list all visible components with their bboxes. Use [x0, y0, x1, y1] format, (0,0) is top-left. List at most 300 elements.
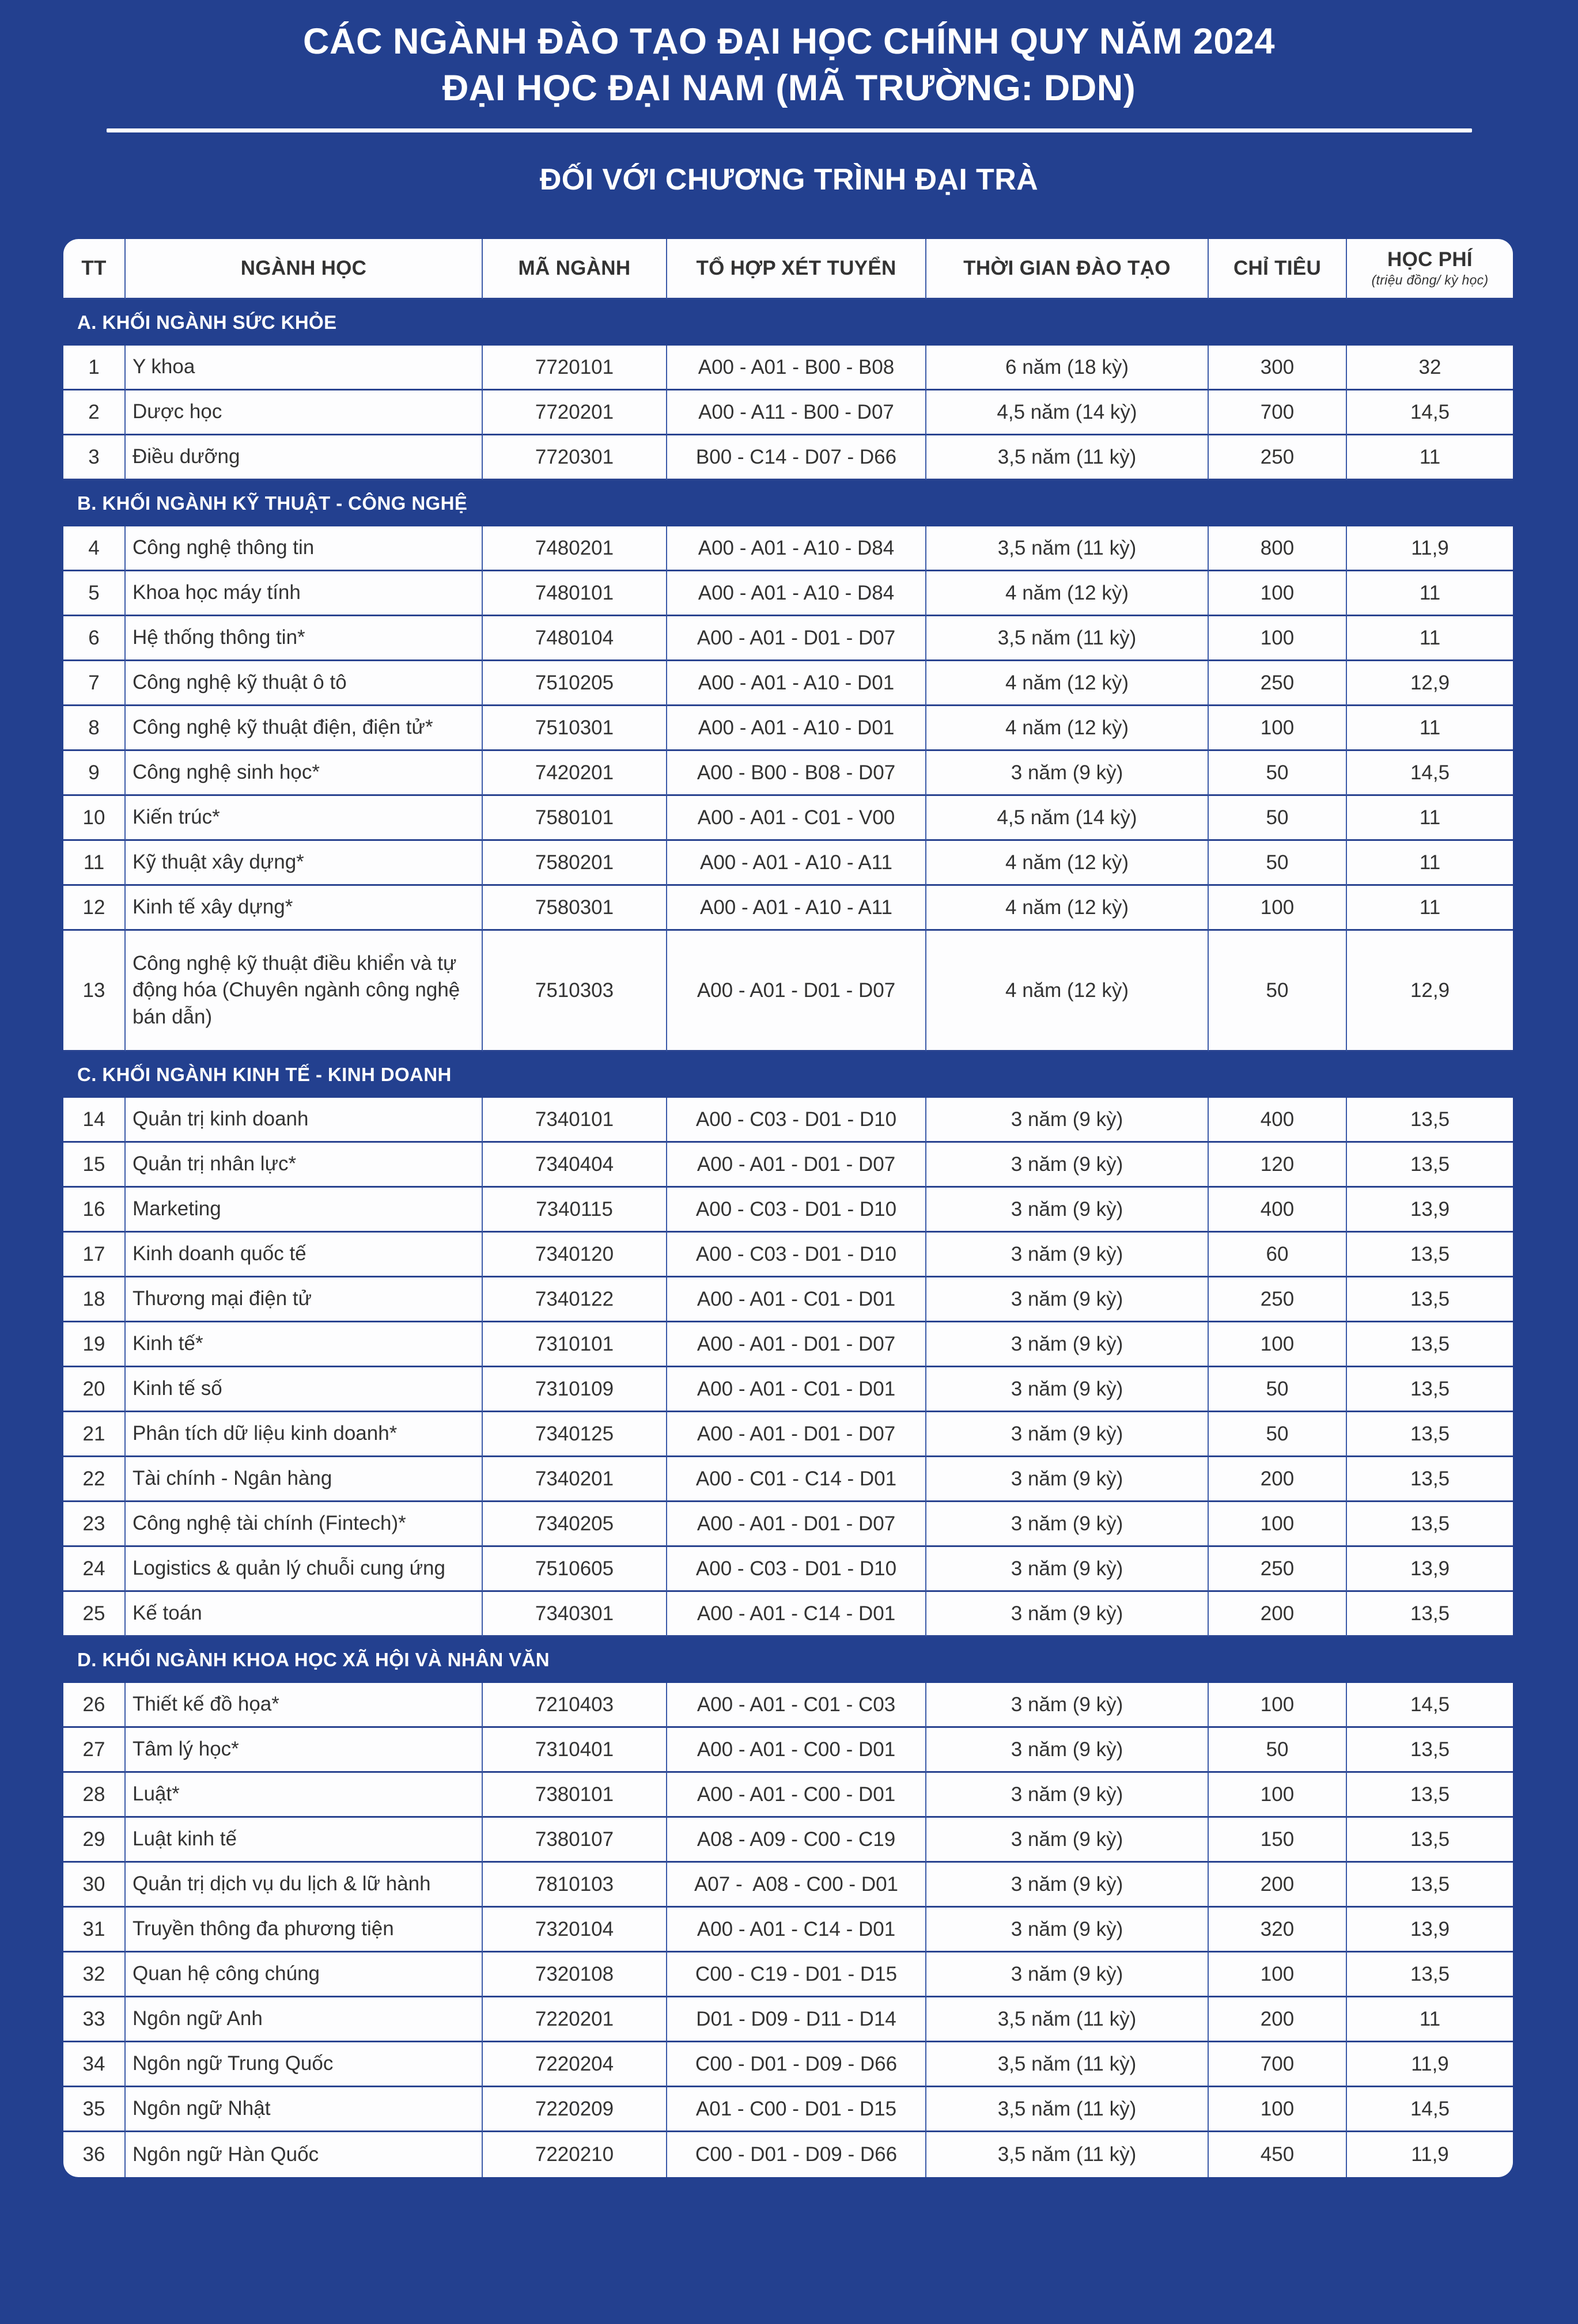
cell-duration: 3,5 năm (11 kỳ)	[926, 2087, 1209, 2132]
column-header-tt: TT	[63, 239, 126, 299]
table-row	[63, 1953, 1513, 1997]
cell-index: 14	[63, 1098, 126, 1143]
cell-program-name: Logistics & quản lý chuỗi cung ứng	[126, 1547, 483, 1592]
table-row	[63, 1592, 1513, 1637]
cell-index: 30	[63, 1863, 126, 1908]
table-body	[63, 299, 1513, 2177]
cell-admission-combination: A00 - C03 - D01 - D10	[667, 1188, 926, 1233]
cell-program-name: Dược học	[126, 391, 483, 435]
cell-program-name: Kiến trúc*	[126, 796, 483, 841]
cell-admission-combination: A00 - A01 - D01 - D07	[667, 1502, 926, 1547]
cell-program-code: 7340120	[483, 1233, 667, 1277]
cell-duration: 3 năm (9 kỳ)	[926, 1547, 1209, 1592]
cell-quota: 320	[1209, 1908, 1347, 1953]
table-row	[63, 1863, 1513, 1908]
programs-table-wrapper	[63, 239, 1513, 2177]
table-row	[63, 526, 1513, 571]
section-header-row-a	[63, 299, 1513, 346]
cell-program-name: Công nghệ tài chính (Fintech)*	[126, 1502, 483, 1547]
cell-admission-combination: A00 - A01 - A10 - D84	[667, 526, 926, 571]
cell-quota: 50	[1209, 1728, 1347, 1773]
cell-program-name: Thương mại điện tử	[126, 1277, 483, 1322]
cell-duration: 3,5 năm (11 kỳ)	[926, 1997, 1209, 2042]
cell-duration: 3 năm (9 kỳ)	[926, 1863, 1209, 1908]
cell-tuition-fee: 13,5	[1347, 1277, 1513, 1322]
cell-program-name: Ngôn ngữ Trung Quốc	[126, 2042, 483, 2087]
cell-index: 2	[63, 391, 126, 435]
cell-program-code: 7720201	[483, 391, 667, 435]
column-header-quota: CHỈ TIÊU	[1209, 239, 1347, 299]
cell-program-code: 7310101	[483, 1322, 667, 1367]
cell-tuition-fee: 11,9	[1347, 2132, 1513, 2177]
cell-duration: 3 năm (9 kỳ)	[926, 1322, 1209, 1367]
cell-admission-combination: C00 - D01 - D09 - D66	[667, 2132, 926, 2177]
cell-tuition-fee: 11	[1347, 796, 1513, 841]
cell-index: 26	[63, 1683, 126, 1728]
cell-program-code: 7220210	[483, 2132, 667, 2177]
table-row	[63, 616, 1513, 661]
column-header-fee	[1347, 239, 1513, 299]
cell-admission-combination: A00 - A01 - C01 - D01	[667, 1367, 926, 1412]
cell-duration: 3,5 năm (11 kỳ)	[926, 435, 1209, 480]
cell-quota: 800	[1209, 526, 1347, 571]
table-row	[63, 1502, 1513, 1547]
cell-index: 36	[63, 2132, 126, 2177]
cell-quota: 400	[1209, 1188, 1347, 1233]
cell-admission-combination: A00 - B00 - B08 - D07	[667, 751, 926, 796]
cell-admission-combination: A00 - A01 - A10 - A11	[667, 886, 926, 931]
cell-program-name: Ngôn ngữ Anh	[126, 1997, 483, 2042]
cell-admission-combination: A00 - A01 - C01 - C03	[667, 1683, 926, 1728]
cell-duration: 3 năm (9 kỳ)	[926, 1367, 1209, 1412]
section-header-row-b	[63, 480, 1513, 526]
cell-admission-combination: A00 - A01 - C14 - D01	[667, 1908, 926, 1953]
cell-program-code: 7340301	[483, 1592, 667, 1637]
cell-duration: 3 năm (9 kỳ)	[926, 1592, 1209, 1637]
cell-quota: 60	[1209, 1233, 1347, 1277]
cell-program-name: Công nghệ sinh học*	[126, 751, 483, 796]
column-header-code: MÃ NGÀNH	[483, 239, 667, 299]
cell-tuition-fee: 13,5	[1347, 1502, 1513, 1547]
table-row	[63, 346, 1513, 391]
page-title-line-2: ĐẠI HỌC ĐẠI NAM (MÃ TRƯỜNG: DDN)	[442, 67, 1136, 108]
table-row	[63, 1277, 1513, 1322]
table-header	[63, 239, 1513, 299]
cell-program-name: Luật kinh tế	[126, 1818, 483, 1863]
cell-index: 35	[63, 2087, 126, 2132]
cell-tuition-fee: 11	[1347, 841, 1513, 886]
cell-admission-combination: C00 - D01 - D09 - D66	[667, 2042, 926, 2087]
cell-tuition-fee: 13,5	[1347, 1233, 1513, 1277]
cell-quota: 50	[1209, 751, 1347, 796]
cell-program-name: Công nghệ kỹ thuật điều khiển và tự động hóa (Chuyên ngành công nghệ bán dẫn)	[126, 931, 483, 1052]
cell-program-name: Thiết kế đồ họa*	[126, 1683, 483, 1728]
cell-tuition-fee: 14,5	[1347, 751, 1513, 796]
cell-index: 5	[63, 571, 126, 616]
cell-index: 18	[63, 1277, 126, 1322]
cell-quota: 200	[1209, 1457, 1347, 1502]
table-row	[63, 931, 1513, 1052]
cell-tuition-fee: 13,5	[1347, 1322, 1513, 1367]
table-row	[63, 1322, 1513, 1367]
cell-program-code: 7210403	[483, 1683, 667, 1728]
cell-program-code: 7380101	[483, 1773, 667, 1818]
cell-program-code: 7310109	[483, 1367, 667, 1412]
table-row	[63, 1773, 1513, 1818]
cell-index: 3	[63, 435, 126, 480]
cell-program-name: Quản trị kinh doanh	[126, 1098, 483, 1143]
cell-tuition-fee: 13,5	[1347, 1412, 1513, 1457]
cell-quota: 100	[1209, 706, 1347, 751]
cell-duration: 3 năm (9 kỳ)	[926, 1502, 1209, 1547]
cell-duration: 3 năm (9 kỳ)	[926, 1277, 1209, 1322]
cell-admission-combination: A00 - C03 - D01 - D10	[667, 1098, 926, 1143]
section-header-label: C. KHỐI NGÀNH KINH TẾ - KINH DOANH	[63, 1052, 1513, 1098]
cell-tuition-fee: 11	[1347, 706, 1513, 751]
cell-index: 11	[63, 841, 126, 886]
cell-program-name: Công nghệ kỹ thuật ô tô	[126, 661, 483, 706]
cell-program-code: 7340201	[483, 1457, 667, 1502]
cell-program-name: Công nghệ thông tin	[126, 526, 483, 571]
cell-duration: 4,5 năm (14 kỳ)	[926, 796, 1209, 841]
cell-tuition-fee: 13,5	[1347, 1457, 1513, 1502]
cell-program-name: Tài chính - Ngân hàng	[126, 1457, 483, 1502]
cell-quota: 100	[1209, 571, 1347, 616]
section-header-label: D. KHỐI NGÀNH KHOA HỌC XÃ HỘI VÀ NHÂN VĂN	[63, 1637, 1513, 1683]
cell-tuition-fee: 13,5	[1347, 1098, 1513, 1143]
cell-program-code: 7320108	[483, 1953, 667, 1997]
cell-quota: 100	[1209, 1322, 1347, 1367]
cell-program-code: 7510205	[483, 661, 667, 706]
cell-index: 29	[63, 1818, 126, 1863]
cell-quota: 50	[1209, 796, 1347, 841]
cell-tuition-fee: 11,9	[1347, 526, 1513, 571]
cell-index: 22	[63, 1457, 126, 1502]
cell-admission-combination: A00 - C03 - D01 - D10	[667, 1547, 926, 1592]
cell-index: 17	[63, 1233, 126, 1277]
table-row	[63, 1457, 1513, 1502]
table-row	[63, 435, 1513, 480]
cell-tuition-fee: 12,9	[1347, 661, 1513, 706]
cell-duration: 3 năm (9 kỳ)	[926, 1457, 1209, 1502]
cell-quota: 250	[1209, 661, 1347, 706]
cell-tuition-fee: 32	[1347, 346, 1513, 391]
cell-admission-combination: A00 - C01 - C14 - D01	[667, 1457, 926, 1502]
table-row	[63, 2087, 1513, 2132]
cell-program-code: 7720301	[483, 435, 667, 480]
cell-program-name: Kinh tế số	[126, 1367, 483, 1412]
cell-admission-combination: D01 - D09 - D11 - D14	[667, 1997, 926, 2042]
cell-duration: 3 năm (9 kỳ)	[926, 1818, 1209, 1863]
cell-duration: 3 năm (9 kỳ)	[926, 1728, 1209, 1773]
table-row	[63, 841, 1513, 886]
cell-tuition-fee: 11	[1347, 886, 1513, 931]
cell-quota: 200	[1209, 1592, 1347, 1637]
cell-index: 20	[63, 1367, 126, 1412]
table-header-row	[63, 239, 1513, 299]
cell-program-name: Khoa học máy tính	[126, 571, 483, 616]
cell-quota: 100	[1209, 886, 1347, 931]
table-row	[63, 1728, 1513, 1773]
cell-tuition-fee: 14,5	[1347, 2087, 1513, 2132]
cell-admission-combination: A00 - A01 - A10 - A11	[667, 841, 926, 886]
cell-index: 1	[63, 346, 126, 391]
cell-quota: 150	[1209, 1818, 1347, 1863]
table-row	[63, 751, 1513, 796]
column-header-fee-unit: (triệu đồng/ kỳ học)	[1371, 272, 1489, 287]
cell-program-name: Hệ thống thông tin*	[126, 616, 483, 661]
cell-index: 19	[63, 1322, 126, 1367]
cell-duration: 4 năm (12 kỳ)	[926, 886, 1209, 931]
table-row	[63, 1412, 1513, 1457]
cell-quota: 250	[1209, 1277, 1347, 1322]
table-row	[63, 1098, 1513, 1143]
cell-index: 24	[63, 1547, 126, 1592]
cell-program-code: 7340115	[483, 1188, 667, 1233]
column-header-combination: TỔ HỢP XÉT TUYỂN	[667, 239, 926, 299]
table-row	[63, 796, 1513, 841]
cell-quota: 450	[1209, 2132, 1347, 2177]
column-header-fee-title: HỌC PHÍ	[1387, 248, 1473, 271]
cell-admission-combination: A00 - A01 - C14 - D01	[667, 1592, 926, 1637]
cell-tuition-fee: 13,5	[1347, 1143, 1513, 1188]
cell-quota: 200	[1209, 1863, 1347, 1908]
cell-tuition-fee: 13,5	[1347, 1592, 1513, 1637]
cell-admission-combination: A01 - C00 - D01 - D15	[667, 2087, 926, 2132]
table-row	[63, 886, 1513, 931]
cell-tuition-fee: 13,5	[1347, 1863, 1513, 1908]
cell-duration: 3 năm (9 kỳ)	[926, 1953, 1209, 1997]
cell-index: 27	[63, 1728, 126, 1773]
cell-index: 28	[63, 1773, 126, 1818]
cell-quota: 100	[1209, 1773, 1347, 1818]
cell-program-name: Ngôn ngữ Nhật	[126, 2087, 483, 2132]
poster-header	[0, 0, 1578, 197]
cell-admission-combination: A00 - A01 - D01 - D07	[667, 1412, 926, 1457]
cell-index: 15	[63, 1143, 126, 1188]
cell-program-code: 7340125	[483, 1412, 667, 1457]
programs-table	[63, 239, 1513, 2177]
cell-index: 31	[63, 1908, 126, 1953]
cell-program-code: 7220209	[483, 2087, 667, 2132]
cell-duration: 3 năm (9 kỳ)	[926, 1098, 1209, 1143]
cell-duration: 4,5 năm (14 kỳ)	[926, 391, 1209, 435]
column-header-name: NGÀNH HỌC	[126, 239, 483, 299]
cell-quota: 50	[1209, 841, 1347, 886]
cell-quota: 100	[1209, 1502, 1347, 1547]
cell-program-name: Luật*	[126, 1773, 483, 1818]
table-row	[63, 2042, 1513, 2087]
cell-program-code: 7480104	[483, 616, 667, 661]
cell-program-name: Kế toán	[126, 1592, 483, 1637]
cell-tuition-fee: 13,9	[1347, 1547, 1513, 1592]
cell-duration: 3 năm (9 kỳ)	[926, 1908, 1209, 1953]
cell-program-code: 7510605	[483, 1547, 667, 1592]
cell-index: 9	[63, 751, 126, 796]
cell-program-name: Marketing	[126, 1188, 483, 1233]
cell-program-code: 7340122	[483, 1277, 667, 1322]
cell-tuition-fee: 12,9	[1347, 931, 1513, 1052]
cell-quota: 100	[1209, 616, 1347, 661]
table-row	[63, 1367, 1513, 1412]
cell-admission-combination: A00 - A01 - D01 - D07	[667, 616, 926, 661]
cell-quota: 120	[1209, 1143, 1347, 1188]
section-header-row-d	[63, 1637, 1513, 1683]
cell-quota: 100	[1209, 2087, 1347, 2132]
cell-program-code: 7340101	[483, 1098, 667, 1143]
cell-quota: 250	[1209, 1547, 1347, 1592]
cell-tuition-fee: 11	[1347, 616, 1513, 661]
cell-program-code: 7720101	[483, 346, 667, 391]
cell-tuition-fee: 13,5	[1347, 1818, 1513, 1863]
table-row	[63, 1818, 1513, 1863]
cell-program-name: Kỹ thuật xây dựng*	[126, 841, 483, 886]
cell-program-code: 7810103	[483, 1863, 667, 1908]
cell-quota: 700	[1209, 391, 1347, 435]
cell-admission-combination: A00 - A01 - C00 - D01	[667, 1773, 926, 1818]
cell-program-name: Kinh doanh quốc tế	[126, 1233, 483, 1277]
cell-program-code: 7340404	[483, 1143, 667, 1188]
cell-index: 8	[63, 706, 126, 751]
table-row	[63, 2132, 1513, 2177]
cell-program-code: 7220204	[483, 2042, 667, 2087]
cell-tuition-fee: 14,5	[1347, 1683, 1513, 1728]
cell-program-name: Truyền thông đa phương tiện	[126, 1908, 483, 1953]
cell-program-code: 7320104	[483, 1908, 667, 1953]
cell-tuition-fee: 11,9	[1347, 2042, 1513, 2087]
cell-admission-combination: A00 - A01 - D01 - D07	[667, 1322, 926, 1367]
column-header-duration: THỜI GIAN ĐÀO TẠO	[926, 239, 1209, 299]
cell-duration: 4 năm (12 kỳ)	[926, 931, 1209, 1052]
cell-program-code: 7480201	[483, 526, 667, 571]
cell-admission-combination: A00 - A01 - C01 - V00	[667, 796, 926, 841]
cell-admission-combination: A00 - A01 - A10 - D84	[667, 571, 926, 616]
cell-program-name: Tâm lý học*	[126, 1728, 483, 1773]
cell-program-name: Quản trị dịch vụ du lịch & lữ hành	[126, 1863, 483, 1908]
cell-program-code: 7580101	[483, 796, 667, 841]
cell-tuition-fee: 13,5	[1347, 1367, 1513, 1412]
cell-program-code: 7310401	[483, 1728, 667, 1773]
cell-program-name: Phân tích dữ liệu kinh doanh*	[126, 1412, 483, 1457]
cell-quota: 400	[1209, 1098, 1347, 1143]
cell-index: 16	[63, 1188, 126, 1233]
cell-tuition-fee: 13,9	[1347, 1188, 1513, 1233]
cell-duration: 4 năm (12 kỳ)	[926, 706, 1209, 751]
table-row	[63, 391, 1513, 435]
cell-duration: 3 năm (9 kỳ)	[926, 751, 1209, 796]
cell-admission-combination: A00 - A11 - B00 - D07	[667, 391, 926, 435]
cell-quota: 50	[1209, 1412, 1347, 1457]
cell-program-name: Quản trị nhân lực*	[126, 1143, 483, 1188]
cell-program-name: Công nghệ kỹ thuật điện, điện tử*	[126, 706, 483, 751]
page-subtitle: ĐỐI VỚI CHƯƠNG TRÌNH ĐẠI TRÀ	[539, 163, 1039, 197]
cell-tuition-fee: 13,5	[1347, 1728, 1513, 1773]
cell-index: 23	[63, 1502, 126, 1547]
section-header-row-c	[63, 1052, 1513, 1098]
table-row	[63, 1997, 1513, 2042]
cell-admission-combination: A00 - A01 - B00 - B08	[667, 346, 926, 391]
cell-quota: 50	[1209, 1367, 1347, 1412]
cell-program-code: 7220201	[483, 1997, 667, 2042]
cell-index: 7	[63, 661, 126, 706]
cell-duration: 3 năm (9 kỳ)	[926, 1233, 1209, 1277]
cell-duration: 4 năm (12 kỳ)	[926, 571, 1209, 616]
cell-program-name: Quan hệ công chúng	[126, 1953, 483, 1997]
table-row	[63, 1908, 1513, 1953]
title-divider	[107, 128, 1472, 132]
cell-admission-combination: A00 - A01 - A10 - D01	[667, 706, 926, 751]
cell-quota: 200	[1209, 1997, 1347, 2042]
table-row	[63, 1188, 1513, 1233]
cell-index: 4	[63, 526, 126, 571]
cell-admission-combination: A00 - A01 - C01 - D01	[667, 1277, 926, 1322]
cell-duration: 3 năm (9 kỳ)	[926, 1143, 1209, 1188]
cell-program-name: Điều dưỡng	[126, 435, 483, 480]
cell-index: 12	[63, 886, 126, 931]
cell-admission-combination: A00 - A01 - D01 - D07	[667, 1143, 926, 1188]
cell-quota: 700	[1209, 2042, 1347, 2087]
table-row	[63, 571, 1513, 616]
section-header-label: B. KHỐI NGÀNH KỸ THUẬT - CÔNG NGHỆ	[63, 480, 1513, 526]
table-row	[63, 1233, 1513, 1277]
cell-program-name: Kinh tế xây dựng*	[126, 886, 483, 931]
cell-tuition-fee: 13,5	[1347, 1773, 1513, 1818]
cell-program-name: Ngôn ngữ Hàn Quốc	[126, 2132, 483, 2177]
cell-tuition-fee: 11	[1347, 435, 1513, 480]
cell-admission-combination: A00 - A01 - A10 - D01	[667, 661, 926, 706]
cell-index: 21	[63, 1412, 126, 1457]
cell-index: 25	[63, 1592, 126, 1637]
cell-index: 6	[63, 616, 126, 661]
cell-program-name: Y khoa	[126, 346, 483, 391]
cell-quota: 100	[1209, 1953, 1347, 1997]
cell-duration: 3 năm (9 kỳ)	[926, 1188, 1209, 1233]
cell-duration: 3,5 năm (11 kỳ)	[926, 616, 1209, 661]
cell-index: 10	[63, 796, 126, 841]
cell-program-code: 7480101	[483, 571, 667, 616]
cell-program-code: 7580301	[483, 886, 667, 931]
cell-duration: 4 năm (12 kỳ)	[926, 841, 1209, 886]
cell-admission-combination: A08 - A09 - C00 - C19	[667, 1818, 926, 1863]
cell-tuition-fee: 11	[1347, 571, 1513, 616]
cell-admission-combination: A00 - C03 - D01 - D10	[667, 1233, 926, 1277]
cell-admission-combination: A00 - A01 - D01 - D07	[667, 931, 926, 1052]
cell-tuition-fee: 13,9	[1347, 1908, 1513, 1953]
cell-quota: 250	[1209, 435, 1347, 480]
cell-admission-combination: C00 - C19 - D01 - D15	[667, 1953, 926, 1997]
cell-quota: 100	[1209, 1683, 1347, 1728]
cell-program-code: 7510301	[483, 706, 667, 751]
cell-duration: 3,5 năm (11 kỳ)	[926, 526, 1209, 571]
table-row	[63, 1547, 1513, 1592]
table-row	[63, 1683, 1513, 1728]
cell-admission-combination: B00 - C14 - D07 - D66	[667, 435, 926, 480]
cell-tuition-fee: 13,5	[1347, 1953, 1513, 1997]
cell-index: 32	[63, 1953, 126, 1997]
cell-duration: 3 năm (9 kỳ)	[926, 1773, 1209, 1818]
cell-program-code: 7380107	[483, 1818, 667, 1863]
cell-duration: 3,5 năm (11 kỳ)	[926, 2042, 1209, 2087]
cell-quota: 50	[1209, 931, 1347, 1052]
cell-index: 34	[63, 2042, 126, 2087]
cell-index: 13	[63, 931, 126, 1052]
cell-duration: 3,5 năm (11 kỳ)	[926, 2132, 1209, 2177]
cell-program-code: 7420201	[483, 751, 667, 796]
cell-quota: 300	[1209, 346, 1347, 391]
cell-program-code: 7580201	[483, 841, 667, 886]
cell-tuition-fee: 11	[1347, 1997, 1513, 2042]
cell-admission-combination: A07 - A08 - C00 - D01	[667, 1863, 926, 1908]
